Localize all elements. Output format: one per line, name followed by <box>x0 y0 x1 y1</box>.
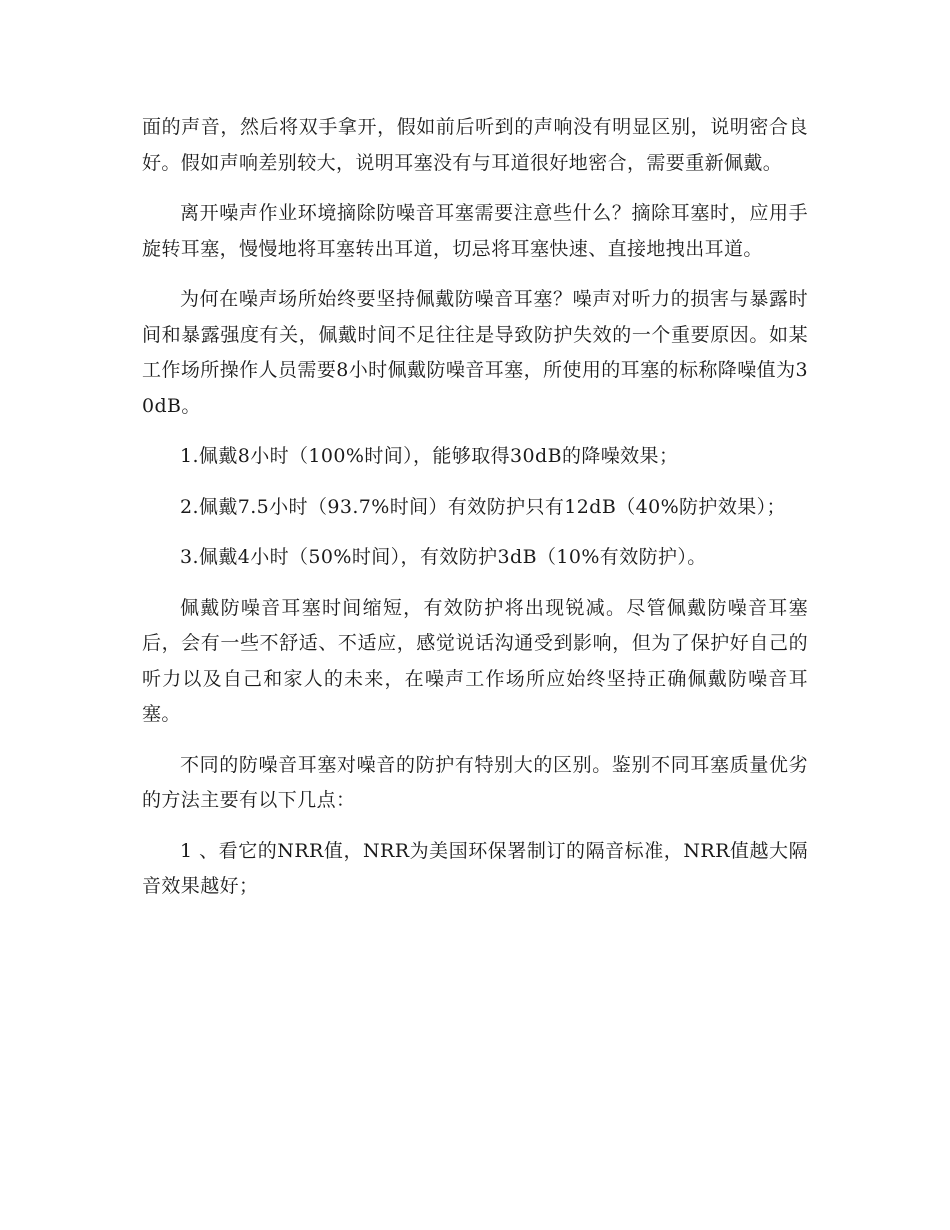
list-item-wear-4-hours: 3.佩戴4小时（50%时间），有效防护3dB（10%有效防护）。 <box>180 546 707 568</box>
paragraph-quality-differences: 不同的防噪音耳塞对噪音的防护有特别大的区别。鉴别不同耳塞质量优劣的方法主要有以下几点： <box>142 753 808 811</box>
paragraph-removing-earplugs: 离开噪声作业环境摘除防噪音耳塞需要注意些什么？摘除耳塞时，应用手旋转耳塞，慢慢地将耳塞转出耳道，切忌将耳塞快速、直接地拽出耳道。 <box>142 202 808 260</box>
paragraph-continued-sealing-check: 面的声音，然后将双手拿开，假如前后听到的声响没有明显区别，说明密合良好。假如声响差别较大，说明耳塞没有与耳道很好地密合，需要重新佩戴。 <box>142 116 808 174</box>
paragraph-why-wear-continuously: 为何在噪声场所始终要坚持佩戴防噪音耳塞？噪声对听力的损害与暴露时间和暴露强度有关，佩戴时间不足往往是导致防护失效的一个重要原因。如某工作场所操作人员需要8小时佩戴防噪音耳塞，所使用的耳塞的标称降噪值为30dB。 <box>142 288 808 417</box>
list-item-wear-7-5-hours: 2.佩戴7.5小时（93.7%时间）有效防护只有12dB（40%防护效果）； <box>180 495 786 518</box>
list-item-wear-8-hours: 1.佩戴8小时（100%时间），能够取得30dB的降噪效果； <box>180 445 679 467</box>
list-item-nrr-value: 1 、看它的NRR值，NRR为美国环保署制订的隔音标准，NRR值越大隔音效果越好； <box>142 839 808 897</box>
document-body <box>142 110 808 920</box>
paragraph-protection-drops: 佩戴防噪音耳塞时间缩短，有效防护将出现锐减。尽管佩戴防噪音耳塞后，会有一些不舒适、不适应，感觉说话沟通受到影响，但为了保护好自己的听力以及自己和家人的未来，在噪声工作场所应始终坚持正确佩戴防噪音耳塞。 <box>142 596 808 725</box>
